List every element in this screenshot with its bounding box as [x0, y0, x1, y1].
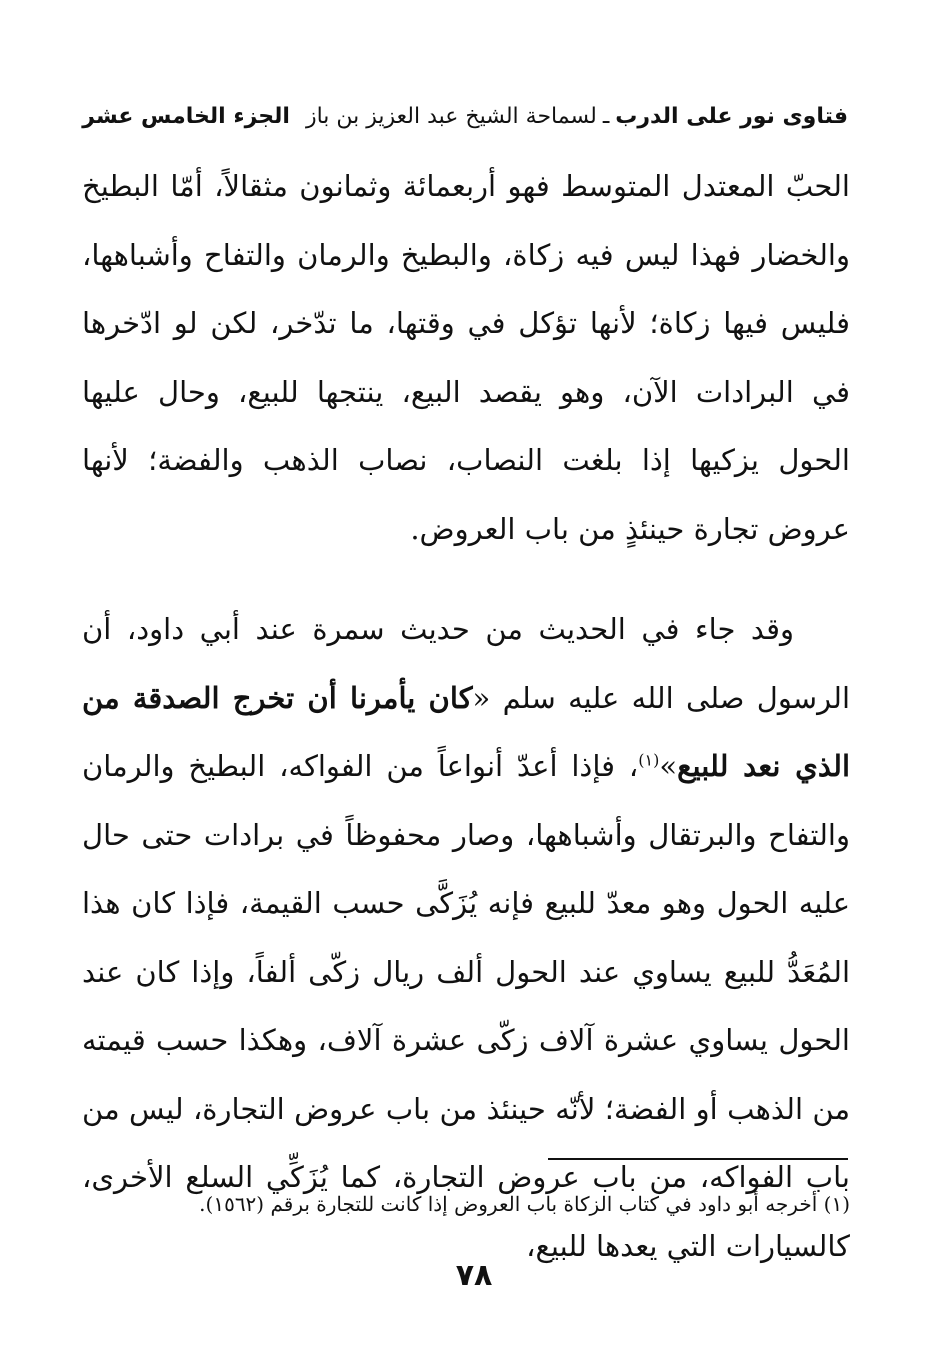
header-separator: ـ	[602, 103, 610, 129]
footnote-divider	[548, 1158, 848, 1160]
volume-title: الجزء الخامس عشر	[82, 103, 290, 129]
series-title: فتاوى نور على الدرب	[615, 103, 848, 129]
footnote-reference[interactable]: (١)	[638, 750, 660, 770]
page-number: ٧٨	[455, 1258, 493, 1293]
running-header	[84, 96, 848, 136]
paragraph-2-intro: وقد جاء في الحديث من حديث سمرة عند أبي داود، أن الرسول صلى الله عليه سلم «	[82, 612, 850, 715]
hadith-quote: كان يأمرنا أن تخرج الصدقة من الذي نعد للبيع	[82, 680, 850, 783]
paragraph-2	[82, 595, 850, 1280]
body-text	[82, 152, 850, 1280]
quote-close: »	[659, 749, 678, 783]
footnote: (١) أخرجه أبو داود في كتاب الزكاة باب العروض إذا كانت للتجارة برقم (١٥٦٢).	[199, 1192, 850, 1216]
paragraph-2-rest: ، فإذا أعدّ أنواعاً من الفواكه، البطيخ والرمان والتفاح والبرتقال وأشباهها، وصار محفوظاً في برادات حتى حال عليه الحول وهو معدّ للبيع فإنه يُزَكَّى حسب القيمة، فإذا كان هذا المُعَدُّ للبيع يساوي عند الحول ألف ريال زكّى ألفاً، وإذا كان عند الحول يساوي عشرة آلاف زكّى عشرة آلاف، وهكذا حسب قيمته من الذهب أو الفضة؛ لأنّه حينئذ من باب عروض التجارة، ليس من باب الفواكه، من باب عروض التجارة، كما يُزَكِّي السلع الأخرى، كالسيارات التي يعدها للبيع،	[82, 749, 850, 1263]
paragraph-1: الحبّ المعتدل المتوسط فهو أربعمائة وثمانون مثقالاً، أمّا البطيخ والخضار فهذا ليس فيه زكاة، والبطيخ والرمان والتفاح وأشباهها، فليس فيها زكاة؛ لأنها تؤكل في وقتها، ما تدّخر، لكن لو ادّخرها في البرادات الآن، وهو يقصد البيع، ينتجها للبيع، وحال عليها الحول يزكيها إذا بلغت النصاب، نصاب الذهب والفضة؛ لأنها عروض تجارة حينئذٍ من باب العروض.	[82, 169, 850, 546]
author-name: لسماحة الشيخ عبد العزيز بن باز	[305, 103, 597, 129]
